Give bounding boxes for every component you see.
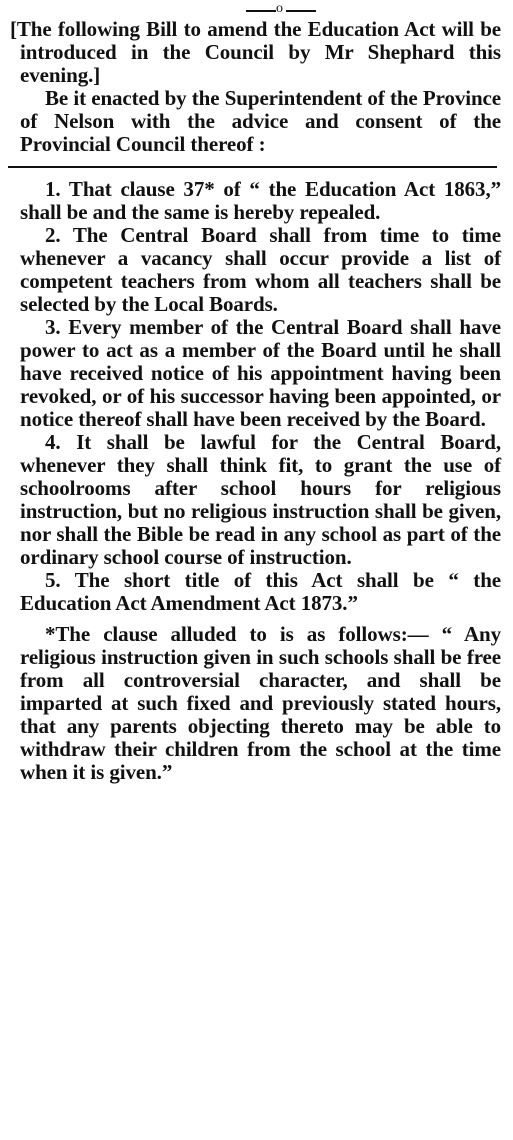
ornament-mark: o bbox=[276, 1, 283, 16]
ornament-line-right bbox=[286, 10, 316, 12]
ornament-line-left bbox=[246, 10, 276, 12]
clause-2: 2. The Central Board shall from time to time whenever a vacancy shall occur provide a list of competent teachers from whom all teachers shall be selected by the Local Boards. bbox=[20, 223, 501, 316]
intro-note: [The following Bill to amend the Education Act will be introduced in the Council by Mr Shephard this evening.] bbox=[10, 17, 501, 87]
footnote: *The clause alluded to is as follows:— “ Any religious instruction given in such schools shall be free from all controversial character, and shall be imparted at such fixed and previously stated hours, that any parents objecting thereto may be able to withdraw their children from the school at the time when it is given.” bbox=[20, 622, 501, 784]
clause-5: 5. The short title of this Act shall be “ the Education Act Amendment Act 1873.” bbox=[20, 568, 501, 615]
header-ornament bbox=[20, 2, 501, 18]
clause-1: 1. That clause 37* of “ the Education Act 1863,” shall be and the same is hereby repealed. bbox=[20, 177, 501, 224]
section-divider bbox=[8, 166, 497, 168]
clause-3: 3. Every member of the Central Board shall have power to act as a member of the Board until he shall have received notice of his appointment having been revoked, or of his successor having been appointed, or notice thereof shall have been received by the Board. bbox=[20, 315, 501, 431]
clause-4: 4. It shall be lawful for the Central Board, whenever they shall think fit, to grant the use of schoolrooms after school hours for religious instruction, but no religious instruction shall be given, nor shall the Bible be read in any school as part of the ordinary school course of instruction. bbox=[20, 430, 501, 569]
preamble: Be it enacted by the Superintendent of the Province of Nelson with the advice and consent of the Provincial Council thereof : bbox=[20, 86, 501, 156]
